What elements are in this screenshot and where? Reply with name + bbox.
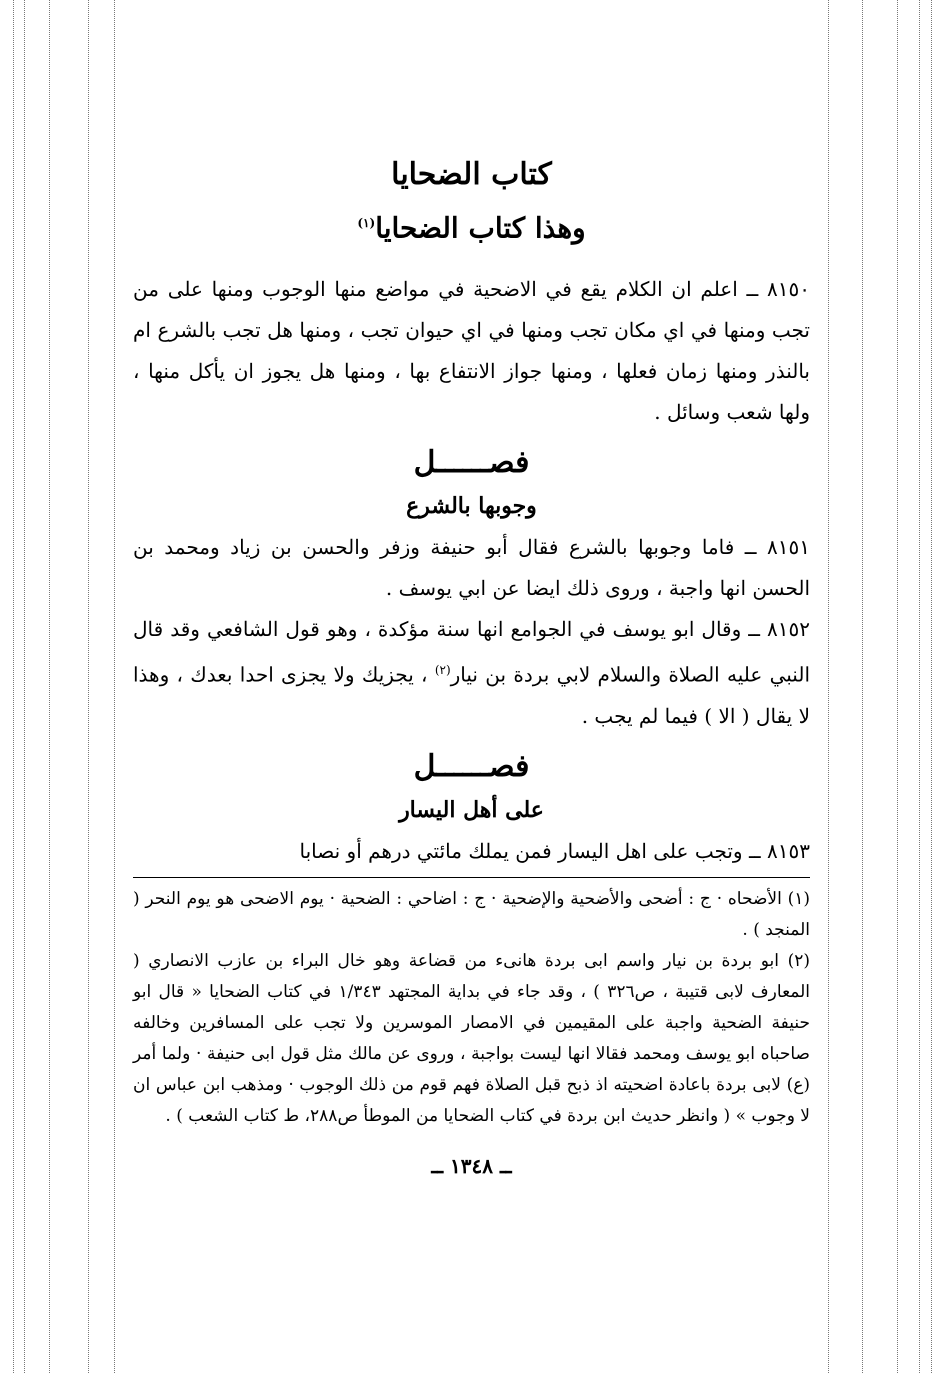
subtitle-text: وهذا كتاب الضحايا <box>375 211 586 245</box>
book-subtitle <box>133 200 810 251</box>
scan-guide-line <box>13 0 14 1373</box>
section-heading: فصــــــل <box>413 748 530 784</box>
footnote-2: (٢) ابو بردة بن نيار واسم ابى بردة هانىء من قضاعة وهو خال البراء بن عازب الانصاري ( المعارف لابى قتيبة ، ص٣٢٦ ) ، وقد جاء في بداية المجتهد ١/٣٤٣ في كتاب الضحايا « قال ابو حنيفة الضحية واجبة على المقيمين في الامصار الموسرين ولا تجب على المسافرين وخالفه صاحباه ابو يوسف ومحمد فقالا انها ليست بواجبة ، وروى عن مالك مثل قول ابى حنيفة · ولما أمر (ع) لابى بردة باعادة اضحيته اذ ذبح قبل الصلاة فهم قوم من ذلك الوجوب · ومذهب ابن عباس ان لا وجوب » ( وانظر حديث ابن بردة في كتاب الضحايا من الموطأ ص٢٨٨، ط كتاب الشعب ) . <box>133 950 810 1126</box>
footnote-1: (١) الأضحاه · ج : أضحى والأضحية والإضحية · ج : اضاحي : الضحية · يوم الاضحى هو يوم النحر ( المنجد ) . <box>133 888 810 940</box>
scan-guide-line <box>49 0 50 1373</box>
book-page <box>133 150 810 1186</box>
paragraph-8151: ٨١٥١ ــ فاما وجوبها بالشرع فقال أبو حنيفة وزفر والحسن بن زياد ومحمد بن الحسن انها واجبة ، وروى ذلك ايضا عن ابي يوسف . <box>133 535 810 601</box>
scan-guide-line <box>24 0 25 1373</box>
section-subheading: وجوبها بالشرع <box>406 493 537 520</box>
scan-guide-line <box>897 0 898 1373</box>
scan-guide-line <box>88 0 89 1373</box>
scan-guide-line <box>828 0 829 1373</box>
book-title: كتاب الضحايا <box>391 157 552 192</box>
scan-guide-line <box>919 0 920 1373</box>
paragraph-8152-part-b: ، يجزيك ولا يجزى احدا بعدك ، وهذا لا يقال ( الا ) فيما لم يجب . <box>133 662 810 728</box>
footnote-divider <box>133 877 810 878</box>
section-subheading: على أهل اليسار <box>399 796 544 823</box>
scan-guide-line <box>114 0 115 1373</box>
footnote-marker: (٢) <box>434 663 451 678</box>
footnote-marker: (١) <box>357 216 376 230</box>
paragraph-8150: ٨١٥٠ ــ اعلم ان الكلام يقع في الاضحية في مواضع منها الوجوب ومنها على من تجب ومنها في اي مكان تجب ومنها في اي حيوان تجب ، ومنها هل تجب بالشرع ام بالنذر ومنها زمان فعلها ، ومنها جواز الانتفاع بها ، ومنها هل يجوز ان يأكل منها ، ولها شعب وسائل . <box>133 277 810 425</box>
paragraph-8152-part-a: ٨١٥٢ ــ وقال ابو يوسف في الجوامع انها سنة مؤكدة ، وهو قول الشافعي وقد قال النبي عليه الصلاة والسلام لابي بردة بن نيار <box>133 617 810 687</box>
paragraph-8152 <box>133 609 810 737</box>
scan-guide-line <box>862 0 863 1373</box>
page-number: ــ ١٣٤٨ ــ <box>431 1153 512 1178</box>
section-heading: فصــــــل <box>413 445 530 481</box>
scan-guide-line <box>931 0 932 1373</box>
paragraph-8153: ٨١٥٣ ــ وتجب على اهل اليسار فمن يملك مائتي درهم أو نصابا <box>299 838 810 863</box>
